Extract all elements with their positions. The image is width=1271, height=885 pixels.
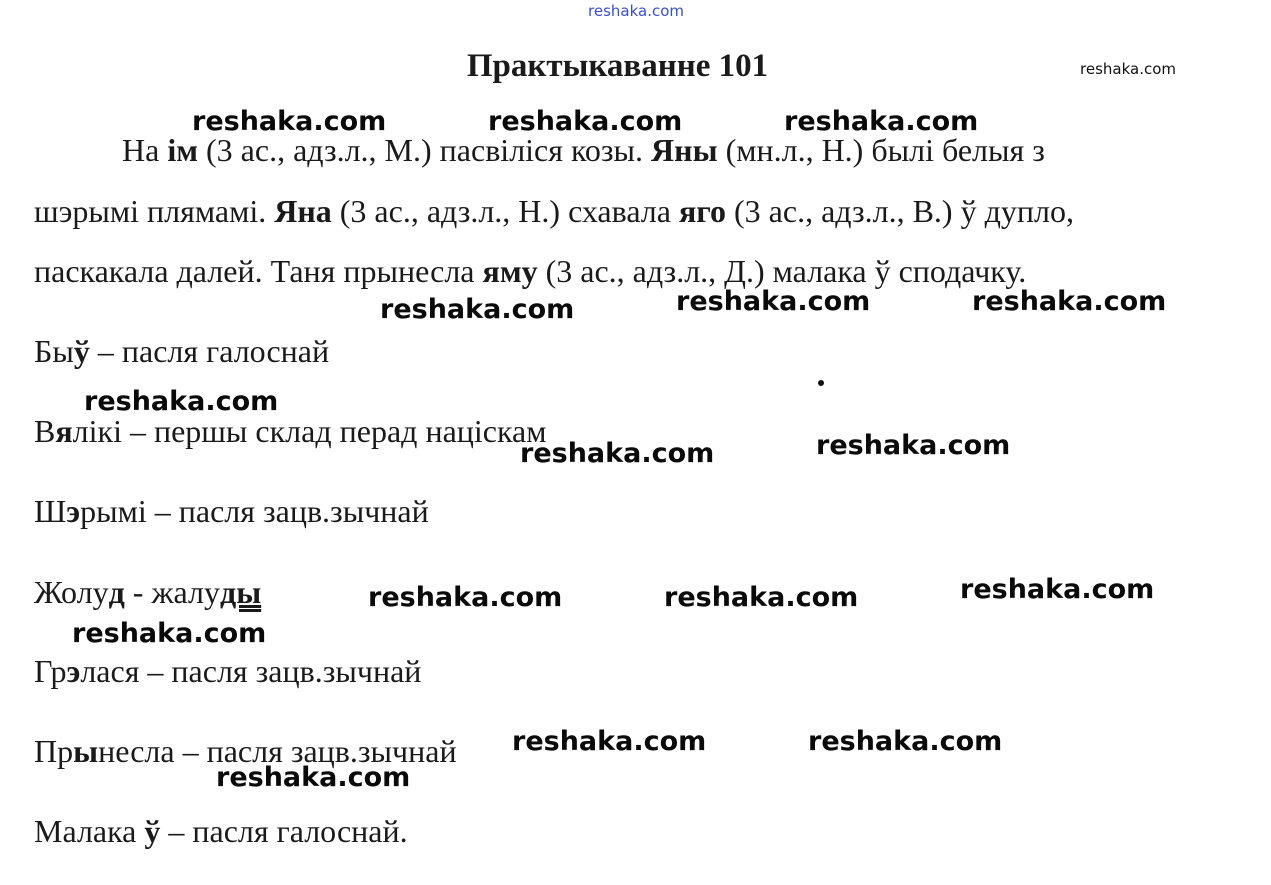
paragraph-line-1: На ім (3 ас., адз.л., М.) пасвіліся козы. Яны (мн.л., Н.) былі белыя з (122, 132, 1045, 168)
watermark: reshaka.com (380, 294, 575, 325)
pronoun-yamu: яму (482, 253, 538, 289)
paragraph-line-3: паскакала далей. Таня прынесла яму (3 ас., адз.л., Д.) малака ў сподачку. (34, 253, 1027, 289)
pronoun-im: ім (167, 132, 198, 168)
header-watermark: reshaka.com (1080, 60, 1176, 78)
pronoun-yago: яго (678, 193, 727, 229)
list-item: Быў – пасля галоснай (34, 333, 330, 369)
list-item: Малака ў – пасля галоснай. (34, 813, 408, 849)
list-item: Жолуд - жалуды (34, 574, 262, 610)
paragraph-line-2: шэрымі плямамі. Яна (3 ас., адз.л., Н.) схавала яго (3 ас., адз.л., В.) ў дупло, (34, 193, 1074, 229)
watermark: reshaka.com (808, 726, 1003, 757)
watermark: reshaka.com (72, 618, 267, 649)
watermark: reshaka.com (192, 106, 387, 137)
watermark: reshaka.com (960, 574, 1155, 605)
watermark: reshaka.com (972, 286, 1167, 317)
top-watermark: reshaka.com (588, 2, 684, 20)
pronoun-yany: Яны (651, 132, 718, 168)
watermark: reshaka.com (488, 106, 683, 137)
watermark: reshaka.com (520, 438, 715, 469)
list-item: Шэрымі – пасля зацв.зычнай (34, 493, 429, 529)
list-item: Вялікі – першы склад перад націскам (34, 413, 547, 449)
exercise-title: Практыкаванне 101 (466, 48, 769, 84)
list-item: Прынесла – пасля зацв.зычнай (34, 733, 457, 769)
watermark: reshaka.com (816, 430, 1011, 461)
watermark: reshaka.com (676, 286, 871, 317)
watermark: reshaka.com (512, 726, 707, 757)
watermark: reshaka.com (784, 106, 979, 137)
watermark: reshaka.com (664, 582, 859, 613)
watermark: reshaka.com (216, 762, 411, 793)
list-item: Грэлася – пасля зацв.зычнай (34, 653, 422, 689)
pronoun-yana: Яна (274, 193, 332, 229)
watermark: reshaka.com (84, 386, 279, 417)
stray-dot (818, 380, 824, 386)
watermark: reshaka.com (368, 582, 563, 613)
